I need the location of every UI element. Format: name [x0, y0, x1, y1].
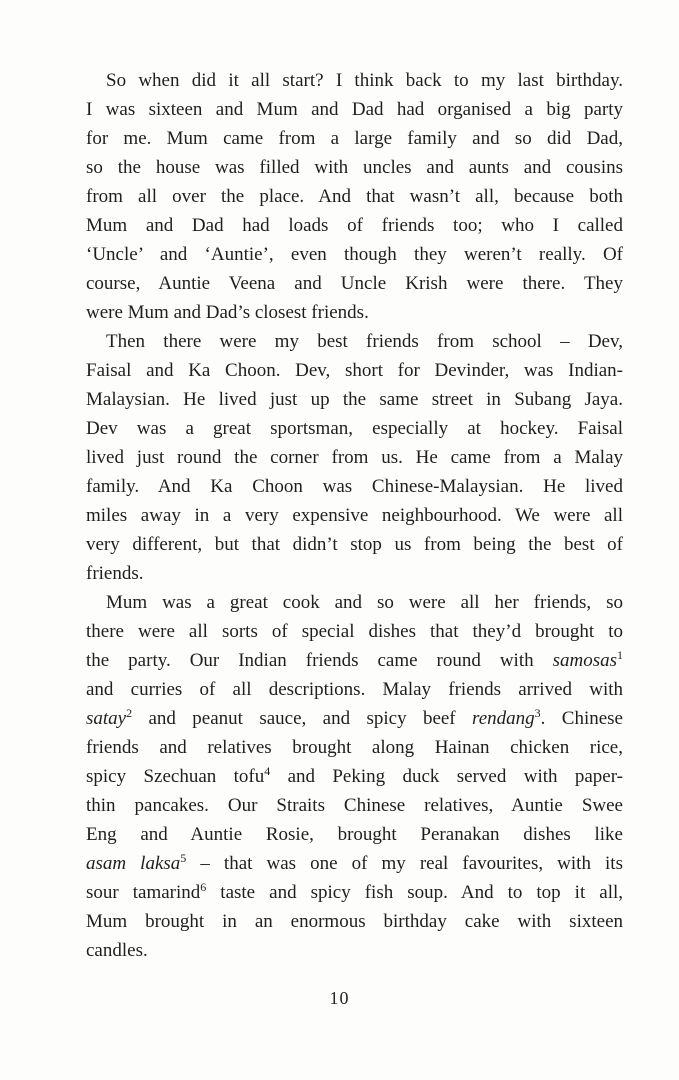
- footnote-marker: 2: [126, 706, 133, 720]
- footnote-marker: 3: [534, 706, 541, 720]
- paragraph: [86, 588, 623, 965]
- text-line: very different, but that didn’t stop us from being the best of: [86, 534, 623, 555]
- text-line: Mum was a great cook and so were all her friends, so: [106, 592, 623, 613]
- text-line: friends.: [86, 563, 144, 584]
- text-line: friends and relatives brought along Hainan chicken rice,: [86, 737, 623, 758]
- footnote-marker: 5: [180, 851, 187, 865]
- text-line: Malaysian. He lived just up the same street in Subang Jaya.: [86, 389, 623, 410]
- text-line: asam laksa$^5$ – that was one of my real favourites, with its: [86, 851, 623, 874]
- paragraph: [86, 66, 623, 327]
- page-number: 10: [329, 988, 350, 1008]
- text-line: Eng and Auntie Rosie, brought Peranakan dishes like: [86, 824, 623, 845]
- text-line: I was sixteen and Mum and Dad had organised a big party: [86, 99, 623, 120]
- text-line: from all over the place. And that wasn’t all, because both: [86, 186, 623, 207]
- text-line: miles away in a very expensive neighbourhood. We were all: [86, 505, 623, 526]
- text-line: Faisal and Ka Choon. Dev, short for Devinder, was Indian-: [86, 360, 623, 381]
- text-line: Mum and Dad had loads of friends too; who I called: [86, 215, 623, 236]
- page-text: [86, 66, 623, 965]
- text-line: ‘Uncle’ and ‘Auntie’, even though they weren’t really. Of: [86, 244, 623, 265]
- paragraph: [86, 327, 623, 588]
- text-line: so the house was filled with uncles and aunts and cousins: [86, 157, 623, 178]
- text-line: spicy Szechuan tofu$^4$ and Peking duck served with paper-: [86, 764, 623, 787]
- footnote-marker: 1: [617, 648, 623, 662]
- footnote-marker: 4: [264, 764, 271, 778]
- text-line: and curries of all descriptions. Malay friends arrived with: [86, 679, 623, 700]
- text-line: satay$^2$ and peanut sauce, and spicy beef rendang$^3$. Chinese: [86, 706, 623, 729]
- text-line: candles.: [86, 940, 148, 961]
- text-line: the party. Our Indian friends came round with samosas$^1$: [86, 648, 623, 671]
- text-line: for me. Mum came from a large family and so did Dad,: [86, 128, 623, 149]
- text-line: So when did it all start? I think back to my last birthday.: [106, 70, 623, 91]
- text-line: there were all sorts of special dishes that they’d brought to: [86, 621, 623, 642]
- text-line: lived just round the corner from us. He came from a Malay: [86, 447, 623, 468]
- text-line: Dev was a great sportsman, especially at hockey. Faisal: [86, 418, 623, 439]
- text-line: family. And Ka Choon was Chinese-Malaysian. He lived: [86, 476, 623, 497]
- text-line: thin pancakes. Our Straits Chinese relatives, Auntie Swee: [86, 795, 623, 816]
- text-line: course, Auntie Veena and Uncle Krish were there. They: [86, 273, 623, 294]
- text-line: were Mum and Dad’s closest friends.: [86, 302, 369, 323]
- footnote-marker: 6: [200, 880, 207, 894]
- text-line: Then there were my best friends from school – Dev,: [106, 331, 623, 352]
- page-footer: [0, 988, 679, 1009]
- text-line: Mum brought in an enormous birthday cake with sixteen: [86, 911, 623, 932]
- text-line: sour tamarind$^6$ taste and spicy fish soup. And to top it all,: [86, 880, 623, 903]
